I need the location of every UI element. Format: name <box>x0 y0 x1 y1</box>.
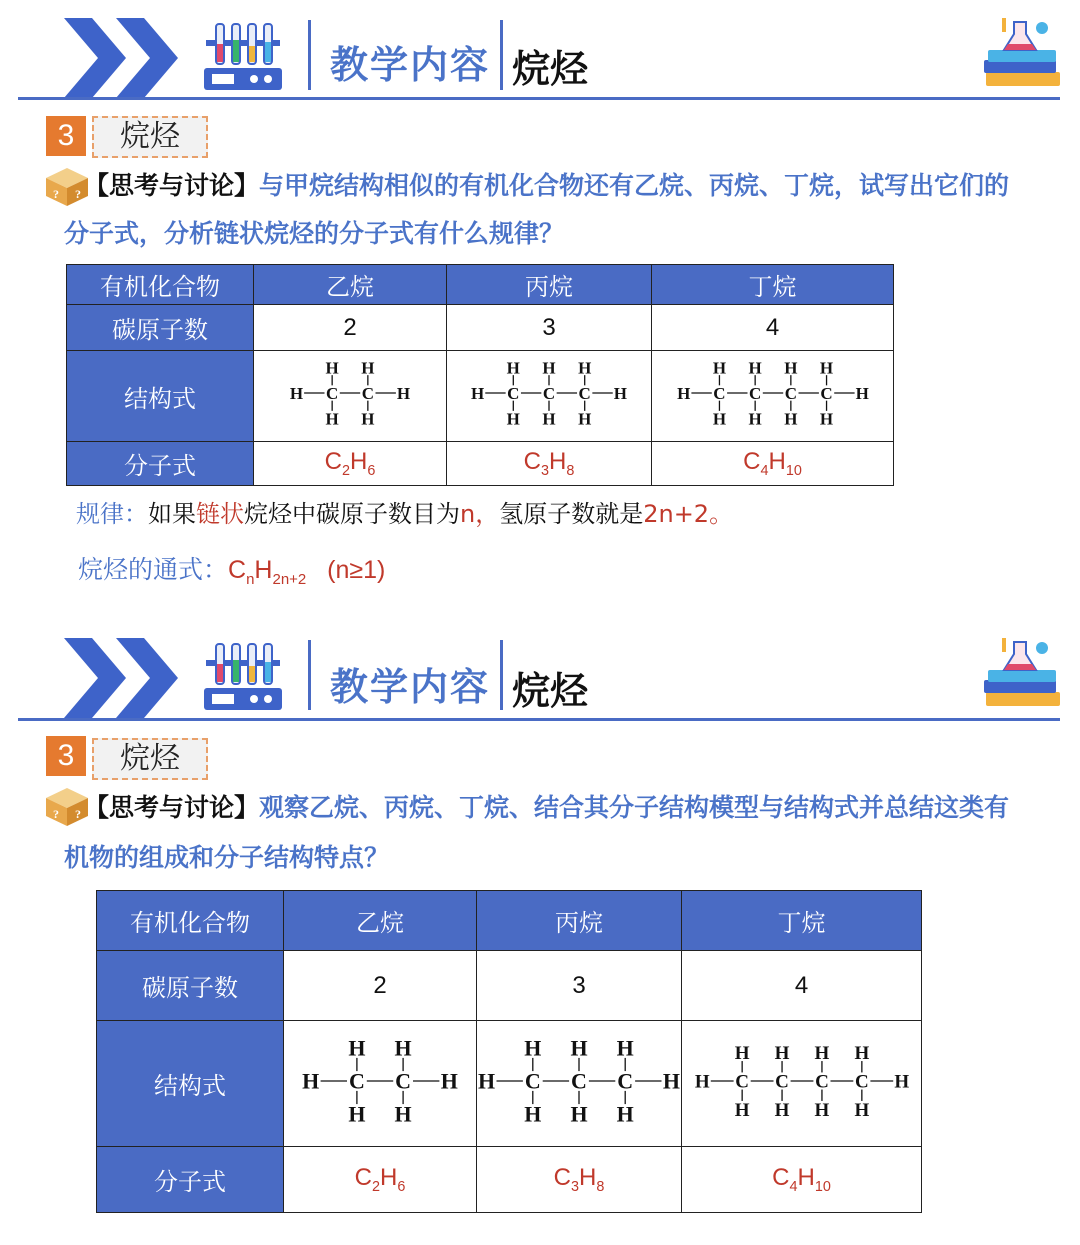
carbon-atom: C <box>507 383 520 403</box>
header-divider <box>308 20 311 90</box>
hydrogen-atom: H <box>734 1042 750 1064</box>
hydrogen-atom: H <box>855 383 869 403</box>
hydrogen-atom: H <box>774 1042 789 1064</box>
header-topic: 烷烃 <box>512 669 589 713</box>
hydrogen-atom: H <box>302 1068 320 1094</box>
carbon-count: 4 <box>652 305 894 351</box>
hydrogen-atom: H <box>814 1042 829 1064</box>
table-header: 有机化合物 <box>67 265 254 305</box>
carbon-atom: C <box>819 383 833 403</box>
hydrogen-atom: H <box>478 1068 496 1094</box>
row-label-carbon: 碳原子数 <box>97 951 284 1021</box>
formula-butane: $C_4H_{10}$ <box>652 442 894 486</box>
hydrogen-atom: H <box>676 383 690 403</box>
hydrogen-atom: H <box>578 409 592 429</box>
formula-butane: $C_4H_{10}$ <box>682 1147 922 1213</box>
carbon-count: 3 <box>477 951 682 1021</box>
hydrogen-atom: H <box>578 358 592 378</box>
carbon-atom: C <box>854 1071 869 1093</box>
row-label-carbon: 碳原子数 <box>67 305 254 351</box>
general-formula-condition: (n≥1) <box>327 556 386 584</box>
hydrogen-atom: H <box>440 1068 458 1094</box>
struct-ethane <box>284 1021 477 1147</box>
hydrogen-atom: H <box>662 1068 680 1094</box>
hydrogen-atom: H <box>783 409 797 429</box>
hydrogen-atom: H <box>289 383 304 403</box>
table-header-ethane: 乙烷 <box>254 265 447 305</box>
alkane-table <box>66 264 894 486</box>
svg-text:?: ? <box>75 807 81 821</box>
slide-1 <box>0 0 1080 600</box>
header-label: 教学内容 <box>330 43 491 87</box>
formula-ethane: $C_2H_6$ <box>284 1147 477 1213</box>
table-header-propane: 丙烷 <box>447 265 652 305</box>
hydrogen-atom: H <box>819 409 833 429</box>
question-text-line1 <box>84 788 1009 824</box>
hydrogen-atom: H <box>325 358 339 378</box>
hydrogen-atom: H <box>734 1099 750 1121</box>
carbon-atom: C <box>348 1068 365 1094</box>
carbon-atom: C <box>617 1068 634 1094</box>
general-formula-label: 烷烃的通式： <box>78 555 229 584</box>
struct-butane <box>682 1021 922 1147</box>
hydrogen-atom: H <box>348 1101 366 1127</box>
slide-2 <box>0 620 1080 1245</box>
books-flask-icon <box>980 636 1066 716</box>
hydrogen-atom: H <box>712 409 726 429</box>
carbon-count: 2 <box>284 951 477 1021</box>
table-header: 有机化合物 <box>97 891 284 951</box>
carbon-atom: C <box>395 1068 412 1094</box>
question-text: 与甲烷结构相似的有机化合物还有乙烷、丙烷、丁烷，试写出它们的 <box>259 171 1010 200</box>
hydrogen-atom: H <box>542 409 556 429</box>
header-label: 教学内容 <box>330 665 491 709</box>
hydrogen-atom: H <box>613 383 628 403</box>
table-header-propane: 丙烷 <box>477 891 682 951</box>
question-text-line2: 分子式，分析链状烷烃的分子式有什么规律？ <box>64 219 565 248</box>
carbon-atom: C <box>774 1071 789 1093</box>
hydrogen-atom: H <box>694 1071 710 1093</box>
svg-text:?: ? <box>53 807 59 821</box>
lab-equipment-icon <box>202 640 284 712</box>
svg-text:?: ? <box>75 187 81 201</box>
carbon-atom: C <box>784 383 797 403</box>
discussion-tag: 【思考与讨论】 <box>84 793 260 822</box>
section-number: 3 <box>46 116 86 156</box>
hydrogen-atom: H <box>853 1099 869 1121</box>
hydrogen-atom: H <box>570 1035 588 1061</box>
row-label-formula: 分子式 <box>67 442 254 486</box>
question-text: 观察乙烷、丙烷、丁烷、结合其分子结构模型与结构式并总结这类有 <box>259 793 1010 822</box>
carbon-atom: C <box>571 1068 587 1094</box>
hydrogen-atom: H <box>814 1099 829 1121</box>
hydrogen-atom: H <box>774 1099 789 1121</box>
struct-ethane <box>254 351 447 442</box>
hydrogen-atom: H <box>893 1071 909 1093</box>
struct-propane <box>477 1021 682 1147</box>
hydrogen-atom: H <box>524 1035 542 1061</box>
header-rule <box>18 718 1060 721</box>
row-label-struct: 结构式 <box>67 351 254 442</box>
hydrogen-atom: H <box>616 1101 634 1127</box>
carbon-count: 2 <box>254 305 447 351</box>
carbon-count: 4 <box>682 951 922 1021</box>
hydrogen-atom: H <box>506 358 520 378</box>
formula-ethane: $C_2H_6$ <box>254 442 447 486</box>
chevron-right-icon <box>64 18 184 98</box>
header-divider <box>500 640 503 710</box>
hydrogen-atom: H <box>819 358 833 378</box>
hydrogen-atom: H <box>396 383 411 403</box>
rule-text: 规律：如果链状烷烃中碳原子数目为n，氢原子数就是2n+2。 <box>76 500 734 528</box>
lab-equipment-icon <box>202 20 284 92</box>
discussion-tag: 【思考与讨论】 <box>84 171 260 200</box>
carbon-atom: C <box>326 383 339 403</box>
hydrogen-atom: H <box>783 358 797 378</box>
formula-propane: $C_3H_8$ <box>447 442 652 486</box>
row-label-struct: 结构式 <box>97 1021 284 1147</box>
table-header-ethane: 乙烷 <box>284 891 477 951</box>
books-flask-icon <box>980 16 1066 96</box>
question-text-line1 <box>84 166 1009 202</box>
section-title: 烷烃 <box>92 738 208 780</box>
header-divider <box>308 640 311 710</box>
hydrogen-atom: H <box>570 1101 588 1127</box>
hydrogen-atom: H <box>506 409 520 429</box>
carbon-atom: C <box>361 383 374 403</box>
header-topic: 烷烃 <box>512 47 589 91</box>
hydrogen-atom: H <box>348 1035 366 1061</box>
carbon-atom: C <box>814 1071 829 1093</box>
hydrogen-atom: H <box>542 358 556 378</box>
hydrogen-atom: H <box>325 409 339 429</box>
table-header-butane: 丁烷 <box>652 265 894 305</box>
hydrogen-atom: H <box>524 1101 542 1127</box>
carbon-atom: C <box>712 383 726 403</box>
hydrogen-atom: H <box>712 358 726 378</box>
section-number: 3 <box>46 736 86 776</box>
hydrogen-atom: H <box>394 1101 412 1127</box>
formula-propane: $C_3H_8$ <box>477 1147 682 1213</box>
alkane-table <box>96 890 922 1213</box>
hydrogen-atom: H <box>361 358 375 378</box>
header-rule <box>18 97 1060 100</box>
row-label-formula: 分子式 <box>97 1147 284 1213</box>
table-header-butane: 丁烷 <box>682 891 922 951</box>
section-title: 烷烃 <box>92 116 208 158</box>
svg-text:?: ? <box>53 187 59 201</box>
rule-label: 规律： <box>76 500 148 528</box>
general-formula: 烷烃的通式：$C_nH_{2n+2}$ (n≥1) <box>78 555 386 588</box>
hydrogen-atom: H <box>470 383 485 403</box>
carbon-atom: C <box>734 1071 749 1093</box>
struct-propane <box>447 351 652 442</box>
hydrogen-atom: H <box>748 409 762 429</box>
hydrogen-atom: H <box>853 1042 869 1064</box>
carbon-atom: C <box>524 1068 541 1094</box>
carbon-atom: C <box>748 383 761 403</box>
carbon-atom: C <box>578 383 591 403</box>
question-text-line2: 机物的组成和分子结构特点？ <box>64 843 390 872</box>
hydrogen-atom: H <box>616 1035 634 1061</box>
header-divider <box>500 20 503 90</box>
struct-butane <box>652 351 894 442</box>
hydrogen-atom: H <box>394 1035 412 1061</box>
hydrogen-atom: H <box>748 358 762 378</box>
carbon-atom: C <box>542 383 556 403</box>
chevron-right-icon <box>64 638 184 718</box>
hydrogen-atom: H <box>361 409 375 429</box>
carbon-count: 3 <box>447 305 652 351</box>
